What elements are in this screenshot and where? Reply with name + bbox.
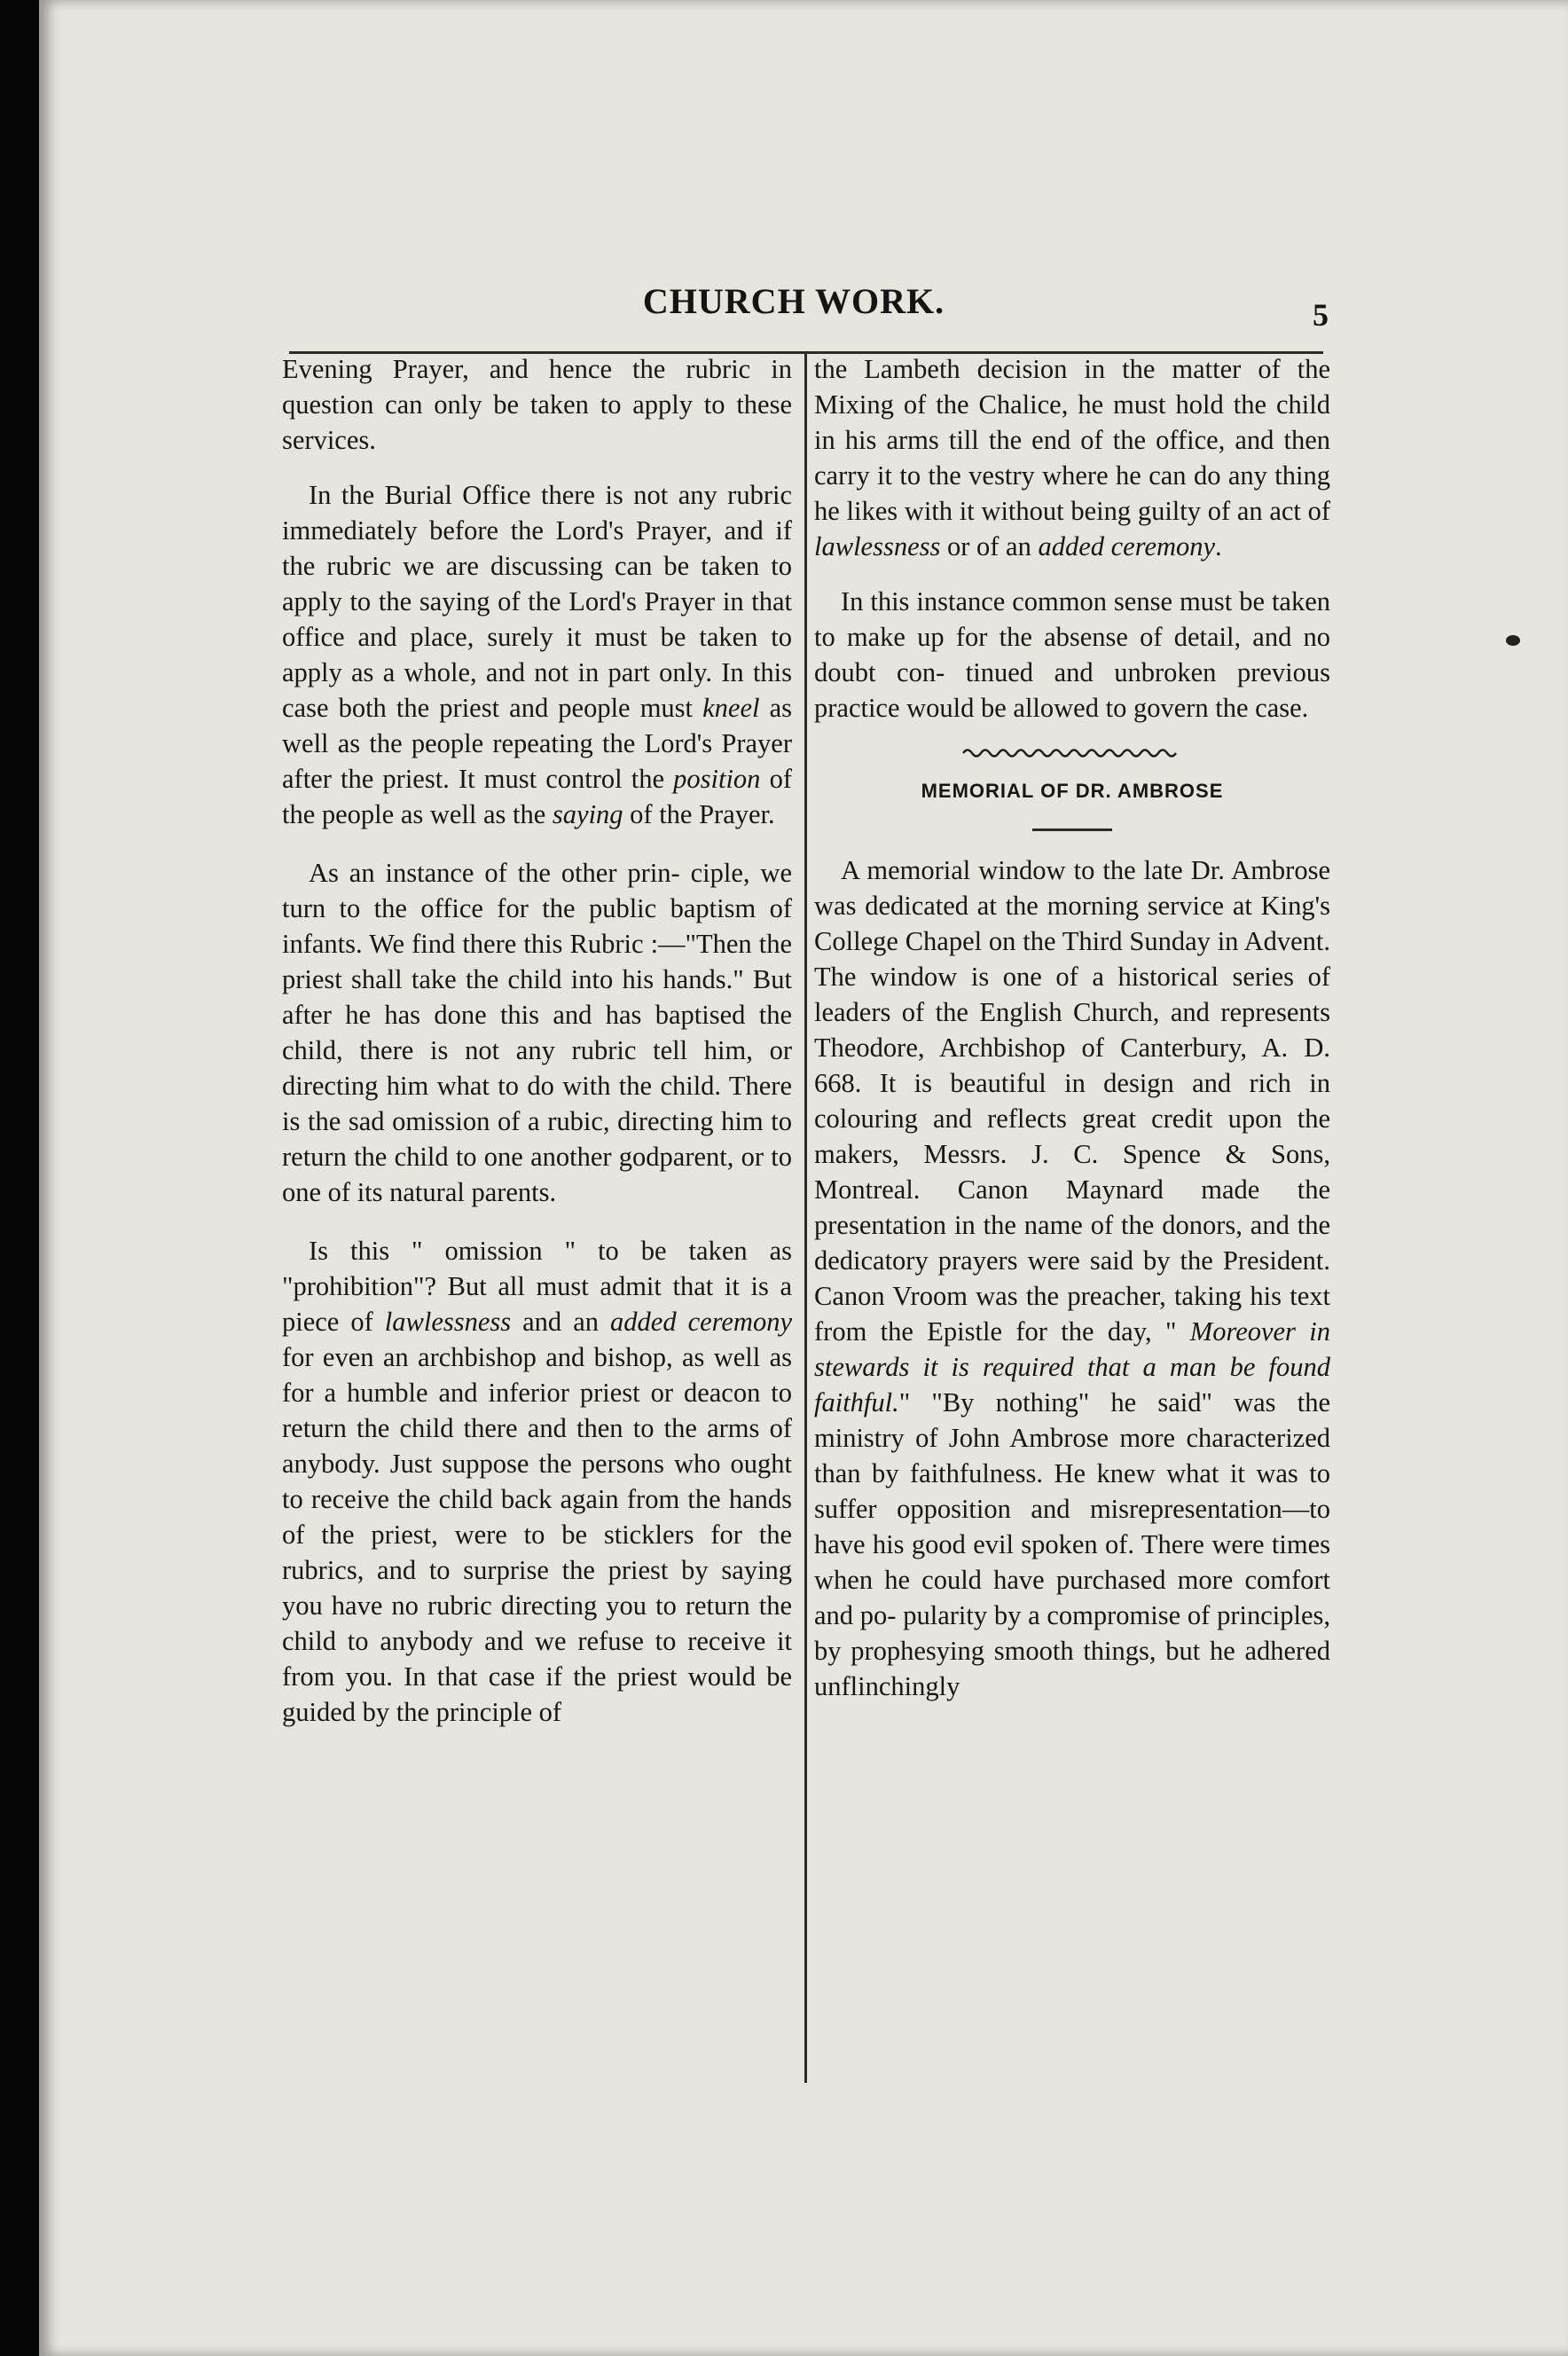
text-line: would be guided by the principle of	[282, 1661, 792, 1727]
text-line: Lord's Prayer after the priest. It	[282, 728, 792, 794]
paragraph-baptism	[282, 855, 792, 1210]
text-line: guilty of an act of	[1137, 496, 1330, 526]
text-line: must control the	[483, 764, 674, 794]
text-line: practice would be allowed to govern	[814, 693, 1209, 723]
italic-word: lawlessness	[814, 531, 941, 562]
text-line: principles, by prophesying smooth	[814, 1600, 1330, 1666]
text-line: Advent. The window is one of a	[814, 926, 1330, 992]
text-line: of the Mixing of the Chalice, he	[814, 354, 1331, 420]
text-line: must be taken to make up for the	[814, 586, 1331, 652]
text-line: there this Rubric :—"Then the	[462, 929, 793, 959]
text-line: or of	[940, 531, 1000, 562]
text-line: it to the vestry where he can do any	[877, 460, 1267, 491]
text-line: "By nothing" he said" was the	[931, 1387, 1330, 1418]
text-line: .	[1215, 531, 1222, 562]
text-line: that it is a piece of	[282, 1271, 792, 1337]
text-line: Lord's Prayer, and if the rubric we are	[282, 515, 793, 581]
text-line: "	[898, 1387, 911, 1418]
text-line: and rich in colouring and reflects	[814, 1068, 1330, 1134]
text-line: public baptism of infants. We find	[282, 893, 792, 959]
text-line: the Lambeth decision in the matter	[814, 354, 1242, 384]
text-line: the priest and people must	[396, 693, 703, 723]
text-line: the arms of anybody. Just suppose	[282, 1413, 792, 1479]
right-column	[814, 351, 1330, 1704]
text-line: Is this " omission " to be taken as	[309, 1236, 792, 1266]
text-line: that office and place, surely it must	[282, 586, 793, 652]
text-line: child back again from the hands of	[282, 1484, 793, 1550]
text-line: Vroom was the preacher, taking his	[892, 1281, 1282, 1311]
text-line: He knew what it was to suffer	[814, 1458, 1331, 1524]
text-line: have his good evil spoken of. There	[814, 1529, 1204, 1559]
ink-blot	[1506, 635, 1520, 646]
text-line: the end of the office, and then carry	[814, 425, 1331, 491]
text-line: him what to do with the child.	[386, 1071, 722, 1101]
text-line: and	[511, 1307, 562, 1337]
text-line: historical series of leaders of the	[814, 962, 1330, 1027]
text-line: the persons who ought to receive the	[282, 1449, 793, 1514]
paragraph-burial-office	[282, 477, 792, 832]
text-line: a humble and inferior priest or deacon	[324, 1378, 761, 1408]
text-line: things, but he adhered unflinchingly	[814, 1636, 1330, 1701]
text-line: for even an	[282, 1342, 409, 1372]
paragraph-memorial	[814, 852, 1330, 1704]
text-line: In the Burial Office there is not	[309, 480, 669, 510]
text-line: its natural parents.	[357, 1177, 557, 1207]
paragraph-omission	[282, 1233, 792, 1730]
text-line: Theodore, Archbishop of Canterbury,	[814, 1033, 1247, 1063]
text-line: the presentation in the name of the	[814, 1174, 1330, 1240]
text-line: people as well as the	[321, 799, 553, 829]
text-line: In this instance common sense	[841, 586, 1172, 616]
italic-word: position	[673, 764, 761, 794]
text-line: As an instance of the other prin-	[309, 858, 680, 888]
page-number: 5	[1313, 297, 1329, 333]
text-line: anybody and we refuse to receive it	[380, 1626, 792, 1656]
left-column	[282, 351, 792, 1730]
section-rule	[1032, 829, 1112, 831]
text-line: the priest, were to be sticklers for	[321, 1520, 742, 1550]
text-line: from you. In that case if the priest	[282, 1661, 678, 1692]
section-title: MEMORIAL OF DR. AMBROSE	[921, 780, 1224, 802]
text-line: English Church, and represents	[979, 997, 1330, 1027]
text-line: Messrs. J. C. Spence & Sons,	[923, 1139, 1330, 1169]
text-line: ministry of John Ambrose more	[814, 1423, 1176, 1453]
italic-word: lawlessness	[384, 1307, 512, 1337]
text-line: There is the sad omission of a rubic,	[282, 1071, 793, 1136]
text-line: must hold the child in his arms till	[814, 389, 1330, 455]
text-line: discussing can be taken to apply to	[282, 551, 792, 616]
paragraph-lambeth	[814, 351, 1330, 564]
text-line: one another godparent, or to one of	[282, 1142, 792, 1207]
text-line: were times when he could have	[814, 1529, 1330, 1595]
text-line: as	[759, 693, 792, 723]
text-line: and has baptised the child, there is	[282, 1000, 792, 1065]
text-line: by saying you have no rubric	[282, 1555, 792, 1621]
text-line: thing he likes with it without being	[814, 460, 1330, 526]
scan-border	[0, 0, 39, 2356]
text-line: any rubric immediately before the	[282, 480, 793, 546]
text-line: to apply to these services.	[282, 389, 792, 455]
italic-word: added ceremony	[1038, 531, 1216, 562]
text-line: an	[573, 1307, 611, 1337]
text-line: hands." But after he has done this	[282, 964, 793, 1030]
text-line: directing him to return the child to	[282, 1106, 792, 1172]
text-line: archbishop and bishop, as well as for	[282, 1342, 793, 1408]
paragraph-continuation	[282, 351, 792, 458]
text-line: "	[1164, 1316, 1190, 1347]
text-line: Evening Prayer, and hence the	[282, 354, 666, 384]
text-line: Dr. Ambrose was dedicated at the	[814, 855, 1330, 921]
italic-quote: Moreover in stewards it is required	[814, 1316, 1331, 1382]
text-line: absense of detail, and no doubt con-	[814, 622, 1331, 687]
italic-word: saying	[552, 799, 623, 829]
text-line: the case.	[1215, 693, 1309, 723]
text-line: pularity by a compromise of	[903, 1600, 1211, 1630]
text-line: an	[1006, 531, 1039, 562]
text-line: the saying of the Lord's Prayer in	[378, 586, 744, 616]
text-line: tinued and unbroken previous	[965, 657, 1330, 687]
text-line: well as the people repeating the	[282, 728, 636, 758]
paragraph-common-sense	[814, 584, 1330, 726]
text-line: A memorial window to the late	[841, 855, 1183, 885]
text-line: rubric in question can only be taken	[282, 354, 792, 420]
text-line: "prohibition"? But all must admit	[282, 1271, 662, 1301]
text-line: of the	[623, 799, 693, 829]
text-line: donors, and the dedicatory prayers	[814, 1210, 1331, 1276]
running-title: CHURCH WORK.	[642, 281, 945, 321]
text-line: the rubrics, and to surprise the priest	[282, 1520, 793, 1585]
text-line: be taken to apply as a whole, and	[282, 622, 792, 687]
text-line: characterized than by faithfulness.	[814, 1423, 1331, 1488]
italic-word: kneel	[702, 693, 760, 723]
text-line: A. D. 668. It is beautiful in design	[814, 1033, 1330, 1098]
text-line: not in part only. In this case both	[282, 657, 793, 723]
text-line: priest shall take the child into his	[282, 964, 655, 994]
text-line: text from the Epistle for the day,	[814, 1281, 1331, 1347]
text-line: Chapel on the Third Sunday in	[905, 926, 1239, 956]
text-line: ciple, we turn to the office for the	[282, 858, 792, 923]
ornamental-divider	[961, 745, 1183, 761]
text-line: opposition and misrepresentation—to	[897, 1494, 1330, 1524]
text-line: purchased more comfort and po-	[814, 1565, 1331, 1630]
italic-quote: that a man be found faithful.	[814, 1352, 1330, 1418]
text-line: morning service at King's College	[814, 891, 1330, 956]
text-line: directing you to return the child to	[282, 1590, 792, 1656]
text-line: not any rubric tell him, or directing	[282, 1035, 792, 1101]
italic-word: added ceremony	[610, 1307, 792, 1337]
text-line: Montreal. Canon Maynard made	[814, 1174, 1260, 1205]
column-divider	[804, 353, 807, 2083]
text-line: were said by the President. Canon	[814, 1245, 1330, 1311]
text-line: Prayer.	[699, 799, 775, 829]
text-line: of the	[282, 764, 792, 829]
text-line: great credit upon the makers,	[814, 1103, 1331, 1169]
text-line: to return the child there and then to	[282, 1378, 793, 1443]
page-header	[248, 275, 1339, 346]
